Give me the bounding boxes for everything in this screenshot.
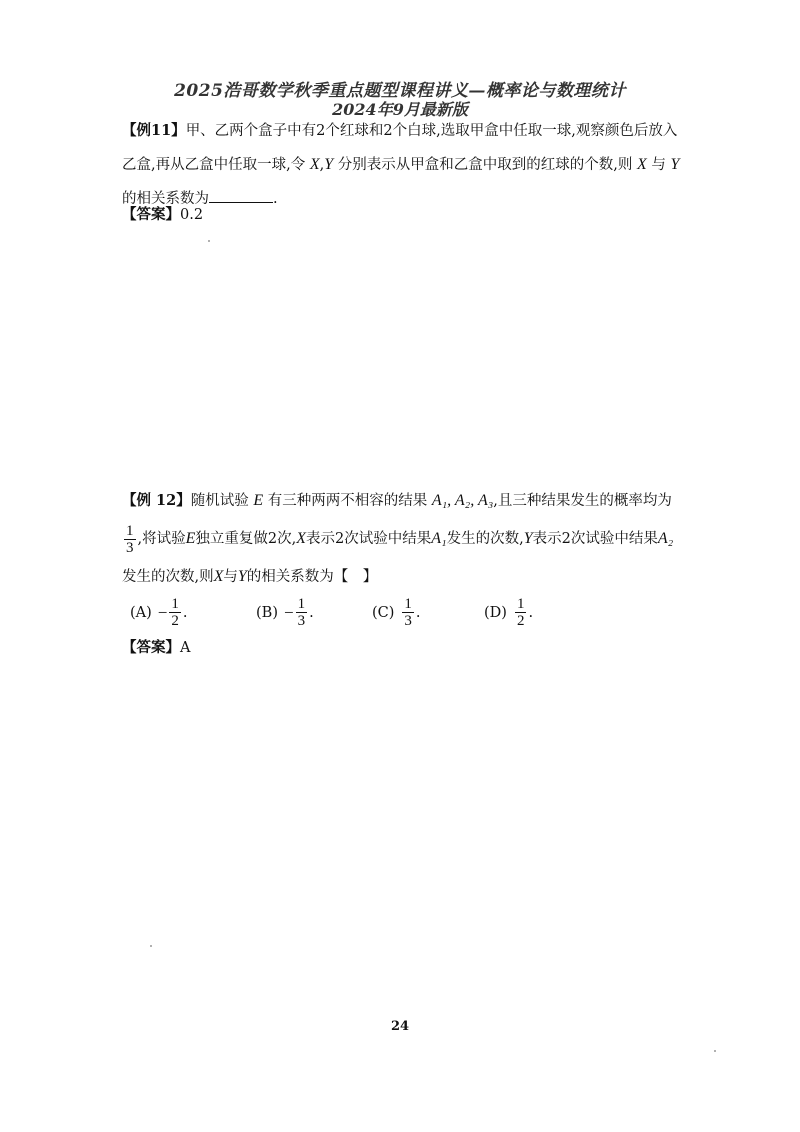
var-x-2: X [636,156,647,173]
options-row [122,596,682,636]
option-b-fraction [296,596,308,629]
ex12-e2: E [185,530,196,547]
option-b-end: . [309,604,314,621]
ex12-t1: 随机试验 [190,493,249,509]
option-d-num: 1 [516,596,525,612]
option-c-label: (C) [372,604,395,621]
answer-12-value: A [180,640,191,656]
answer-blank [209,188,273,203]
option-d-den: 2 [516,613,525,629]
option-a-label: (A) [130,604,152,621]
example-12-label: 【例 12】 [122,492,191,509]
example-11-label: 【例11】 [122,122,186,139]
option-b-num: 1 [297,596,306,612]
option-d-fraction [515,596,527,629]
scan-speck [208,240,210,242]
option-c-num: 1 [404,596,412,612]
option-c-den: 3 [404,613,412,629]
option-d [484,596,533,629]
option-b-label: (B) [256,604,278,621]
ex12-x: X [296,530,307,547]
ex12-t2: 有三种两两不相容的结果 [267,493,428,509]
header-subtitle: 2024年9月最新版 [332,100,468,119]
ex12-t5: 独立重复做2次, [195,531,297,547]
header-title: 2025浩哥数学秋季重点题型课程讲义—概率论与数理统计 [174,81,626,101]
ex12-x2: X [213,568,224,585]
option-b-den: 3 [297,613,306,629]
example-11 [122,114,682,216]
option-a-den: 2 [171,613,179,629]
answer-11-value: 0.2 [180,207,204,223]
option-a-num: 1 [171,596,179,612]
option-a [130,596,188,629]
ex12-t3: ,且三种结果发生的概率均为 [493,493,672,509]
option-b [256,596,314,629]
option-d-label: (D) [484,604,507,621]
example-12 [122,482,682,596]
option-a-end: . [182,604,188,621]
page-number: 24 [390,1019,410,1034]
ex12-t6: 表示2次试验中结果 [306,531,432,547]
option-a-sign: − [157,602,168,622]
ex12-y2: Y [237,568,247,585]
answer-12 [122,636,190,657]
scan-speck [714,1050,716,1052]
ex12-t11: 的相关系数为【 】 [246,569,378,585]
answer-12-label: 【答案】 [122,639,180,656]
option-d-end: . [528,604,534,621]
answer-11-label: 【答案】 [122,206,180,223]
example-11-end: . [273,191,278,207]
ex12-t7: 发生的次数, [446,531,524,547]
ex12-y: Y [523,530,533,547]
var-x: X [309,156,320,173]
ex12-t10: 与 [223,569,238,585]
prob-fraction [124,523,136,556]
ex12-a1: A₁ [431,530,447,547]
option-c-fraction [402,596,414,629]
option-c-end: . [415,604,421,621]
var-y: Y [324,156,334,173]
ex12-t4: ,将试验 [137,531,186,547]
example-11-text4: 的相关系数为 [122,191,209,207]
example-11-text: 甲、乙两个盒子中有2个红球和2个白球,选取甲盒中任取一球,观察颜色后放入乙盒,再从乙盒中任取一球,令 [122,123,678,173]
comma: , [319,157,325,173]
option-c [372,596,421,629]
ex12-t8: 表示2次试验中结果 [532,531,658,547]
prob-den: 3 [126,539,134,556]
example-11-text2: 分别表示从甲盒和乙盒中取到的红球的个数,则 [337,157,633,173]
ex12-a-outcomes: A₁, A₂, A₃ [431,492,494,509]
ex12-a2: A₂ [657,530,674,547]
option-a-fraction [169,596,181,629]
prob-num: 1 [126,522,134,539]
option-b-sign: − [283,602,294,622]
scan-speck [150,945,152,947]
answer-11 [122,203,203,224]
ex12-t9: 发生的次数,则 [122,569,214,585]
var-y-2: Y [670,156,680,173]
example-11-text3: 与 [651,157,666,173]
ex12-e: E [253,492,264,509]
